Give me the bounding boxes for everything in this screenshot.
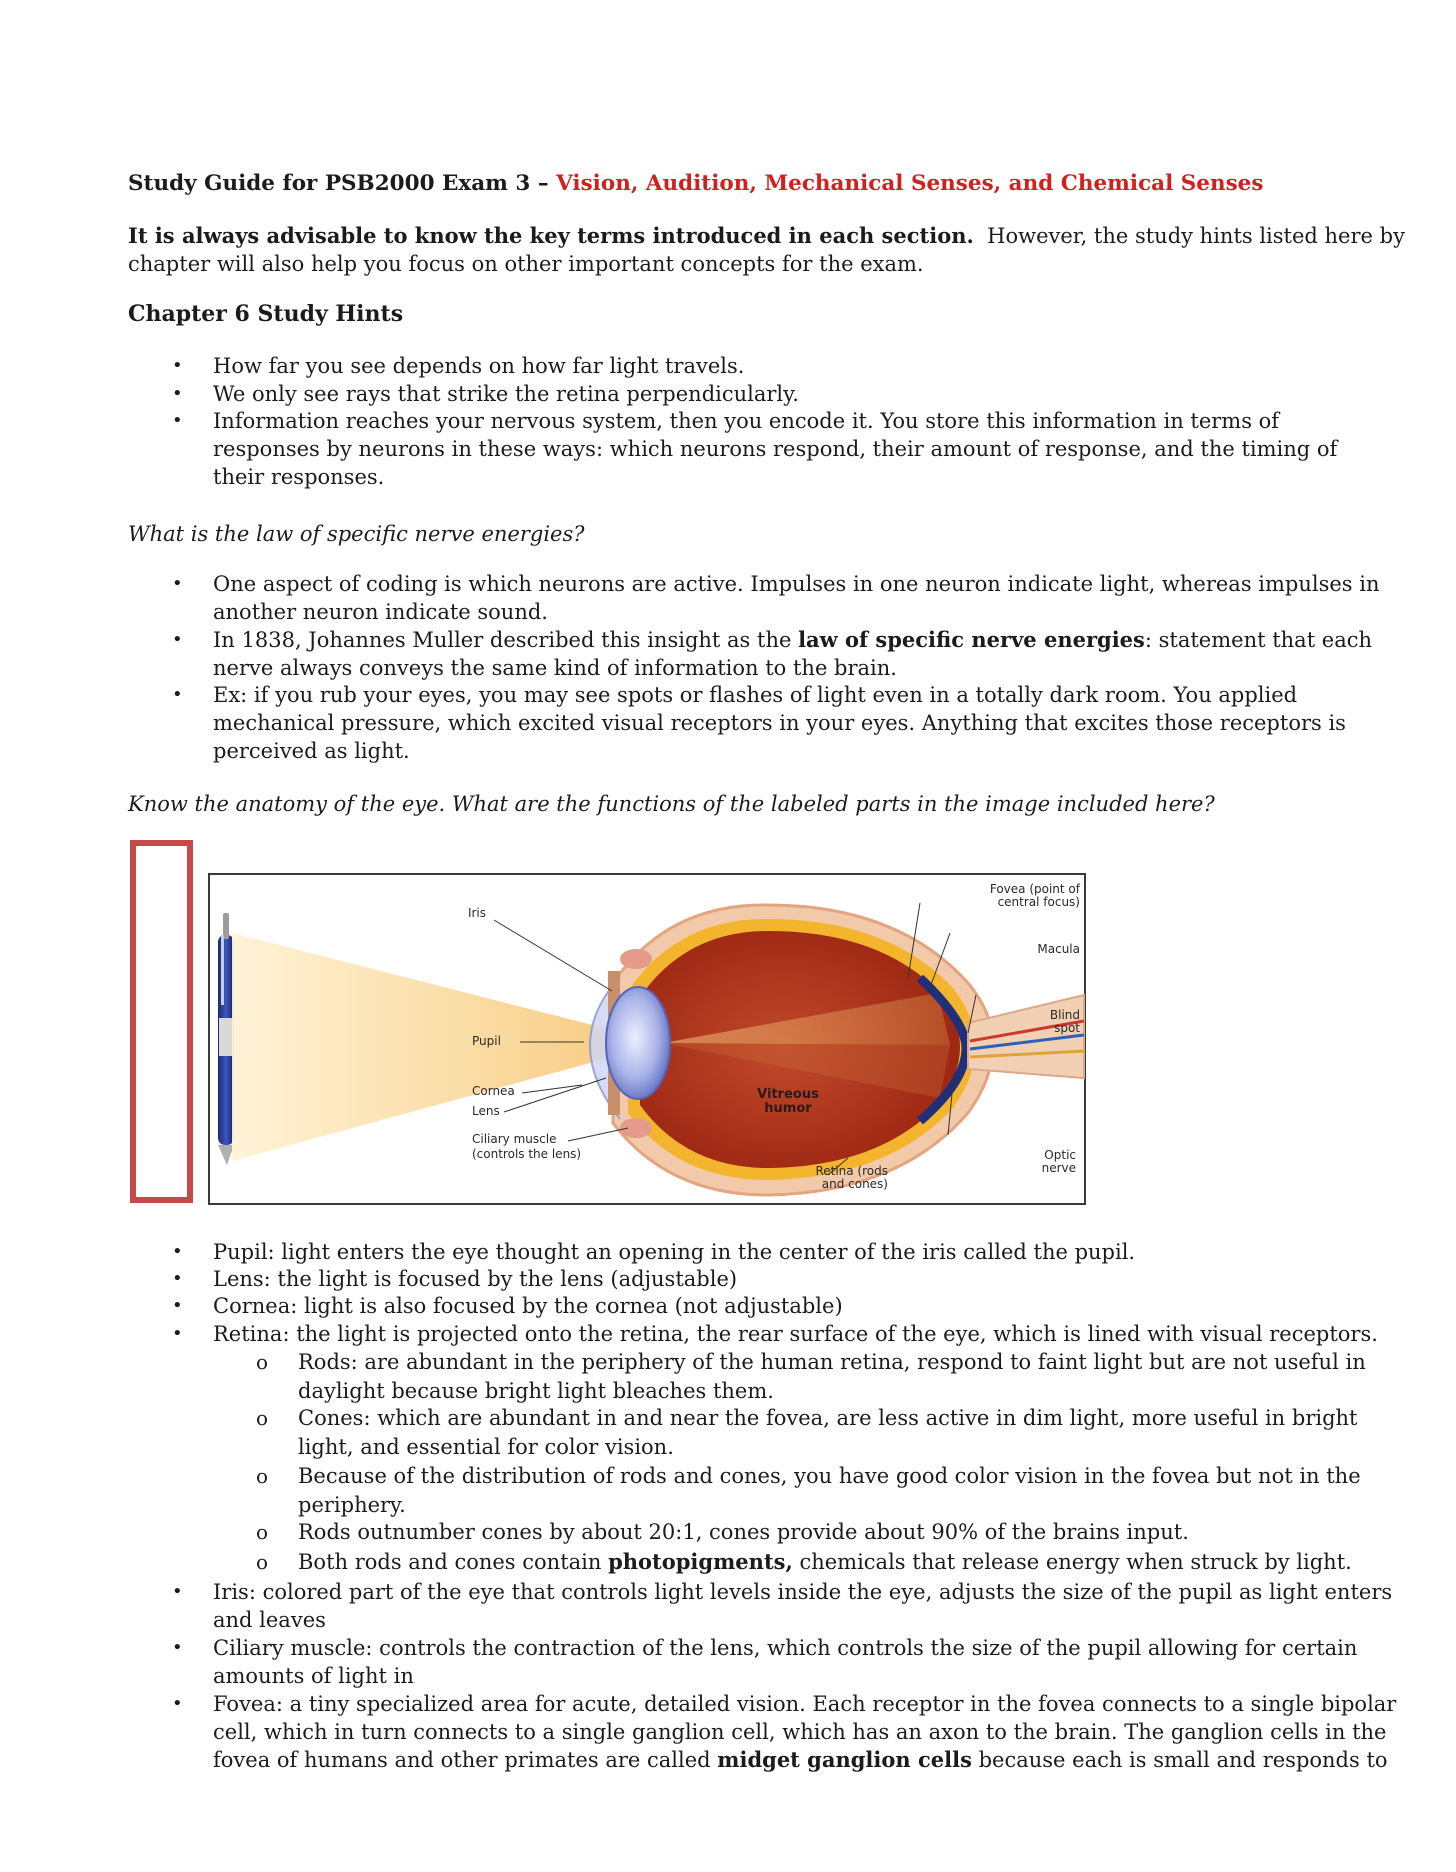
label-blind-line2: spot (1054, 1021, 1080, 1035)
title-topic: Vision, Audition, Mechanical Senses, and Chemical Senses (556, 171, 1264, 196)
document-title (128, 170, 1263, 198)
bullet-b2-line2: nerve always conveys the same kind of information to the brain. (213, 656, 897, 680)
label-cornea: Cornea (472, 1084, 515, 1098)
sub-cones-line2: light, and essential for color vision. (298, 1435, 674, 1459)
text-run: fovea of humans and other primates are called (213, 1748, 718, 1772)
title-prefix: Study Guide for PSB2000 Exam 3 – (128, 171, 557, 196)
sub-bullet-glyph: o (256, 1406, 269, 1430)
bullet-a1: How far you see depends on how far light travels. (213, 354, 745, 378)
bullet-fovea-line1: Fovea: a tiny specialized area for acute, detailed vision. Each receptor in the fovea connects to a single bipolar (213, 1692, 1397, 1716)
sub-cones-line1: Cones: which are abundant in and near the fovea, are less active in dim light, more useful in bright (298, 1406, 1358, 1430)
bullet-iris-line1: Iris: colored part of the eye that controls light levels inside the eye, adjusts the size of the pupil as light enters (213, 1580, 1393, 1604)
key-term-photopigments: photopigments, (608, 1549, 793, 1574)
sub-outnumber: Rods outnumber cones by about 20:1, cones provide about 90% of the brains input. (298, 1520, 1189, 1544)
question-specific-nerve-energies: What is the law of specific nerve energies? (128, 522, 585, 546)
bullet-glyph: • (172, 684, 183, 705)
text-run: Both rods and cones contain (298, 1550, 609, 1574)
bullet-b1-line1: One aspect of coding is which neurons are active. Impulses in one neuron indicate light, whereas impulses in (213, 572, 1380, 596)
label-iris: Iris (467, 906, 486, 920)
sub-photopigments (298, 1548, 1352, 1576)
text-run: In 1838, Johannes Muller described this insight as the (213, 628, 799, 652)
bullet-glyph: • (172, 1295, 183, 1316)
label-optic-line2: nerve (1041, 1161, 1076, 1175)
label-blind-line1: Blind (1049, 1008, 1080, 1022)
label-vitreous-line1: Vitreous (757, 1087, 819, 1102)
bullet-glyph: • (172, 1323, 183, 1344)
text-run: chemicals that release energy when struck by light. (792, 1550, 1352, 1574)
sub-distribution-line1: Because of the distribution of rods and cones, you have good color vision in the fovea but not in the (298, 1464, 1361, 1488)
bullet-glyph: • (172, 1581, 183, 1602)
bullet-a3-line2: responses by neurons in these ways: which neurons respond, their amount of response, and the timing of (213, 437, 1338, 461)
eye-anatomy-figure (208, 873, 1086, 1205)
label-ciliary-line2: (controls the lens) (472, 1147, 582, 1161)
bullet-pupil: Pupil: light enters the eye thought an opening in the center of the iris called the pupil. (213, 1240, 1136, 1264)
label-lens: Lens (472, 1104, 500, 1118)
bullet-glyph: • (172, 383, 183, 404)
label-retina-line2: and cones) (821, 1177, 888, 1191)
pen-object (218, 913, 234, 1165)
label-macula: Macula (1037, 942, 1080, 956)
bullet-fovea-line3 (213, 1746, 1388, 1774)
text-run: : statement that each (1144, 628, 1373, 652)
bullet-b1-line2: another neuron indicate sound. (213, 600, 548, 624)
ciliary-muscle (620, 1118, 652, 1138)
bullet-glyph: • (172, 355, 183, 376)
lens (606, 987, 670, 1099)
bullet-glyph: • (172, 1693, 183, 1714)
bullet-glyph: • (172, 1637, 183, 1658)
sub-bullet-glyph: o (256, 1550, 269, 1574)
chapter-heading: Chapter 6 Study Hints (128, 301, 404, 327)
bullet-b3-line3: perceived as light. (213, 739, 410, 763)
sub-bullet-glyph: o (256, 1464, 269, 1488)
bullet-ciliary-line2: amounts of light in (213, 1664, 414, 1688)
key-term-midget-ganglion-cells: midget ganglion cells (717, 1747, 972, 1772)
bullet-glyph: • (172, 410, 183, 431)
label-fovea-line2: central focus) (997, 895, 1080, 909)
label-optic-line1: Optic (1044, 1148, 1076, 1162)
label-fovea-line1: Fovea (point of (989, 882, 1080, 896)
question-eye-anatomy: Know the anatomy of the eye. What are the functions of the labeled parts in the image included here? (128, 792, 1215, 816)
bullet-b3-line1: Ex: if you rub your eyes, you may see spots or flashes of light even in a totally dark room. You applied (213, 683, 1298, 707)
bullet-b3-line2: mechanical pressure, which excited visual receptors in your eyes. Anything that excites those receptors is (213, 711, 1346, 735)
label-vitreous-line2: humor (764, 1101, 812, 1116)
bullet-a2: We only see rays that strike the retina perpendicularly. (213, 382, 799, 406)
bullet-a3-line1: Information reaches your nervous system, then you encode it. You store this information in terms of (213, 409, 1280, 433)
bullet-cornea: Cornea: light is also focused by the cornea (not adjustable) (213, 1294, 843, 1318)
bullet-glyph: • (172, 1268, 183, 1289)
bullet-glyph: • (172, 1241, 183, 1262)
bullet-lens: Lens: the light is focused by the lens (adjustable) (213, 1267, 738, 1291)
bullet-glyph: • (172, 629, 183, 650)
red-highlight-box (130, 840, 193, 1203)
sub-distribution-line2: periphery. (298, 1493, 406, 1517)
bullet-iris-line2: and leaves (213, 1608, 326, 1632)
bullet-b2-line1 (213, 626, 1372, 654)
intro-line-1 (128, 222, 1405, 250)
sub-rods-line2: daylight because bright light bleaches them. (298, 1379, 774, 1403)
bullet-a3-line3: their responses. (213, 465, 385, 489)
bullet-fovea-line2: cell, which in turn connects to a single ganglion cell, which has an axon to the brain. The ganglion cells in the (213, 1720, 1387, 1744)
sub-bullet-glyph: o (256, 1350, 269, 1374)
intro-line-2: chapter will also help you focus on other important concepts for the exam. (128, 252, 924, 276)
sub-bullet-glyph: o (256, 1520, 269, 1544)
bullet-ciliary-line1: Ciliary muscle: controls the contraction of the lens, which controls the size of the pupil allowing for certain (213, 1636, 1358, 1660)
sub-rods-line1: Rods: are abundant in the periphery of the human retina, respond to faint light but are not useful in (298, 1350, 1366, 1374)
intro-bold: It is always advisable to know the key terms introduced in each section. (128, 223, 974, 248)
label-pupil: Pupil (472, 1034, 501, 1048)
bullet-retina: Retina: the light is projected onto the retina, the rear surface of the eye, which is lined with visual receptors. (213, 1322, 1378, 1346)
label-ciliary-line1: Ciliary muscle (472, 1132, 557, 1146)
label-retina-line1: Retina (rods (815, 1164, 888, 1178)
text-run: because each is small and responds to (971, 1748, 1388, 1772)
bullet-glyph: • (172, 573, 183, 594)
intro-rest: However, the study hints listed here by (987, 224, 1405, 248)
key-term-law-specific-nerve-energies: law of specific nerve energies (798, 627, 1145, 652)
